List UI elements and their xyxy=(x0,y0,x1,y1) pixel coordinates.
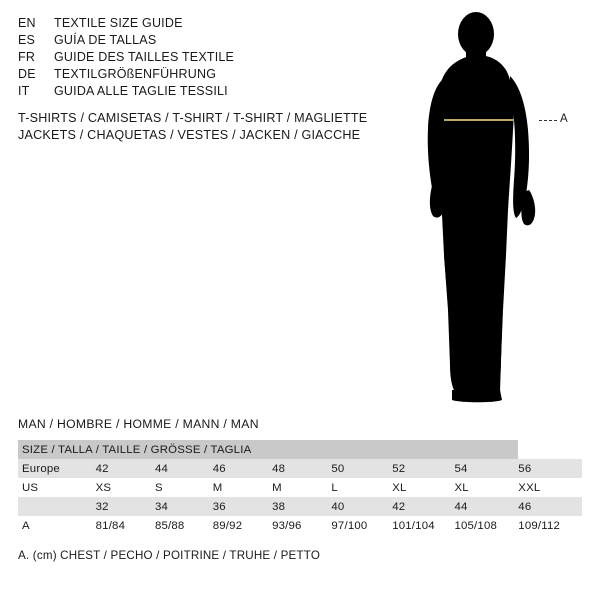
table-cell: 109/112 xyxy=(518,519,561,532)
language-text: GUIDE DES TAILLES TEXTILE xyxy=(54,50,235,64)
table-cell: 89/92 xyxy=(212,519,243,532)
table-cell: XL xyxy=(392,481,407,494)
language-code: DE xyxy=(18,67,36,81)
category-jackets: JACKETS / CHAQUETAS / VESTES / JACKEN / GIACCHE xyxy=(18,128,361,142)
language-row xyxy=(18,33,368,50)
table-cell: 105/108 xyxy=(454,519,498,532)
language-list xyxy=(18,16,368,101)
table-cell: M xyxy=(212,481,223,494)
table-row xyxy=(18,459,582,478)
table-cell: 32 xyxy=(95,500,109,513)
language-text: GUIDA ALLE TAGLIE TESSILI xyxy=(54,84,228,98)
table-header-label: SIZE / TALLA / TAILLE / GRÖSSE / TAGLIA xyxy=(22,443,252,456)
table-cell: L xyxy=(331,481,338,494)
row-label: US xyxy=(22,481,39,494)
marker-dash-line xyxy=(539,120,557,121)
language-row xyxy=(18,16,368,33)
row-label: Europe xyxy=(22,462,60,475)
table-cell: 48 xyxy=(272,462,286,475)
language-row xyxy=(18,67,368,84)
table-cell: M xyxy=(272,481,282,494)
table-cell: 101/104 xyxy=(392,519,435,532)
table-title: MAN / HOMBRE / HOMME / MANN / MAN xyxy=(18,417,259,431)
category-tshirts: T-SHIRTS / CAMISETAS / T-SHIRT / T-SHIRT / MAGLIETTE xyxy=(18,111,368,125)
language-text: GUÍA DE TALLAS xyxy=(54,33,157,47)
language-code: EN xyxy=(18,16,36,30)
table-cell: 97/100 xyxy=(331,519,368,532)
table-cell: 54 xyxy=(454,462,468,475)
marker-label-a: A xyxy=(560,113,568,125)
table-cell: 34 xyxy=(154,500,169,513)
table-cell: 44 xyxy=(454,500,468,513)
table-cell: 46 xyxy=(212,462,226,475)
table-cell: 52 xyxy=(392,462,406,475)
table-cell: 81/84 xyxy=(95,519,126,532)
table-row xyxy=(18,497,582,516)
silhouette-icon xyxy=(400,10,600,405)
table-cell: 40 xyxy=(331,500,345,513)
footnote: A. (cm) CHEST / PECHO / POITRINE / TRUHE / PETTO xyxy=(18,549,321,562)
table-cell: 36 xyxy=(212,500,226,513)
table-header-row xyxy=(18,440,582,459)
language-row xyxy=(18,50,368,67)
table-row xyxy=(18,516,582,535)
table-cell: 56 xyxy=(518,462,532,475)
table-cell: 44 xyxy=(154,462,169,475)
table-cell: XS xyxy=(95,481,112,494)
table-cell: 38 xyxy=(272,500,286,513)
category-list xyxy=(18,110,378,144)
table-cell: 46 xyxy=(518,500,532,513)
language-code: FR xyxy=(18,50,36,64)
language-text: TEXTILGRÖßENFÜHRUNG xyxy=(54,67,217,81)
row-label xyxy=(18,497,96,516)
table-cell: 42 xyxy=(95,462,109,475)
table-cell: S xyxy=(154,481,163,494)
size-table xyxy=(18,440,582,535)
table-row xyxy=(18,478,582,497)
table-cell: XXL xyxy=(518,481,541,494)
row-label: A xyxy=(22,519,30,532)
language-code: ES xyxy=(18,33,36,47)
language-text: TEXTILE SIZE GUIDE xyxy=(54,16,183,30)
table-cell: 42 xyxy=(392,500,406,513)
body-silhouette-figure xyxy=(400,10,600,405)
table-cell: 50 xyxy=(331,462,345,475)
table-cell: 85/88 xyxy=(154,519,185,532)
language-code: IT xyxy=(18,84,30,98)
language-row xyxy=(18,84,368,101)
table-cell: 93/96 xyxy=(272,519,302,532)
table-cell: XL xyxy=(454,481,469,494)
